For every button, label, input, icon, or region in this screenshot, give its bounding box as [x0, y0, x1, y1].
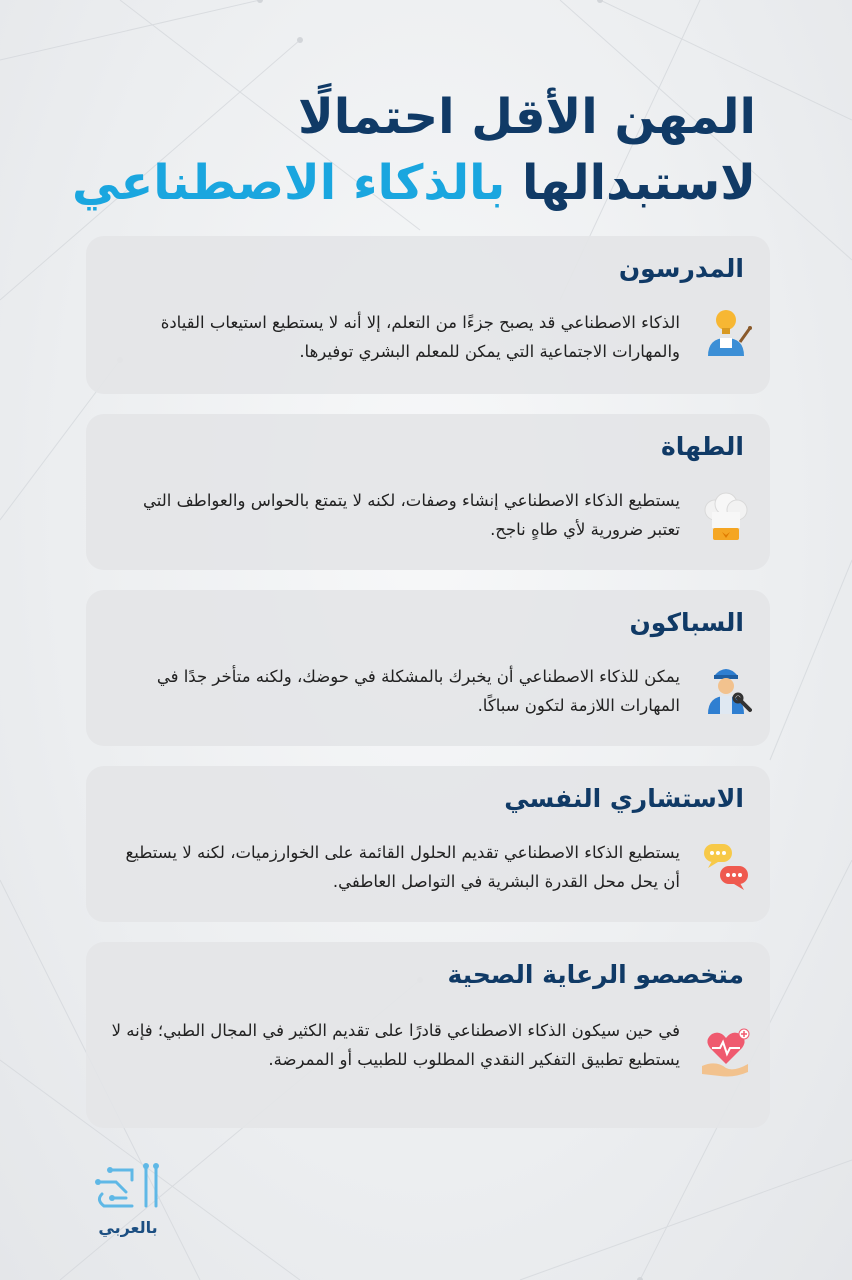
card-title: السباكون [629, 608, 744, 637]
card-counselor [86, 766, 770, 922]
card-title: الاستشاري النفسي [504, 784, 744, 813]
title-line-2-plain: لاستبدالها [505, 155, 756, 211]
card-body: يستطيع الذكاء الاصطناعي إنشاء وصفات، لكنه لا يتمتع بالحواس والعواطف التي تعتبر ضرورية لأي طاهٍ ناجح. [143, 491, 680, 539]
heart-hand-icon [700, 1026, 752, 1078]
card-chefs [86, 414, 770, 570]
brand-logo [86, 1160, 170, 1240]
title-line-2 [71, 150, 756, 216]
card-title: المدرسون [618, 254, 744, 283]
card-body: الذكاء الاصطناعي قد يصبح جزءًا من التعلم، إلا أنه لا يستطيع استيعاب القيادة والمهارات الاجتماعية التي يمكن للمعلم البشري توفيرها. [160, 313, 680, 361]
brand-logo-text: بالعربي [98, 1218, 158, 1237]
plumber-icon [700, 662, 752, 714]
teacher-icon [700, 306, 752, 358]
card-body: يستطيع الذكاء الاصطناعي تقديم الحلول القائمة على الخوارزميات، لكنه لا يستطيع أن يحل محل القدرة البشرية في التواصل العاطفي. [125, 843, 680, 891]
chef-hat-icon [700, 492, 752, 544]
card-plumbers [86, 590, 770, 746]
card-title: الطهاة [661, 432, 744, 461]
card-body: في حين سيكون الذكاء الاصطناعي قادرًا على تقديم الكثير في المجال الطبي؛ فإنه لا يستطيع تطبيق التفكير النقدي المطلوب للطبيب أو الممرضة. [111, 1021, 680, 1069]
card-healthcare [86, 942, 770, 1128]
card-title: متخصصو الرعاية الصحية [447, 960, 744, 989]
card-teachers [86, 236, 770, 394]
ai-circuit-logo-icon [86, 1160, 170, 1220]
title-line-1: المهن الأقل احتمالًا [297, 89, 756, 145]
page-title [71, 84, 756, 216]
title-line-2-accent: بالذكاء الاصطناعي [71, 155, 506, 211]
card-body: يمكن للذكاء الاصطناعي أن يخبرك بالمشكلة في حوضك، ولكنه متأخر جدًا في المهارات اللازمة لتكون سباكًا. [156, 667, 680, 715]
chat-bubbles-icon [700, 838, 752, 890]
